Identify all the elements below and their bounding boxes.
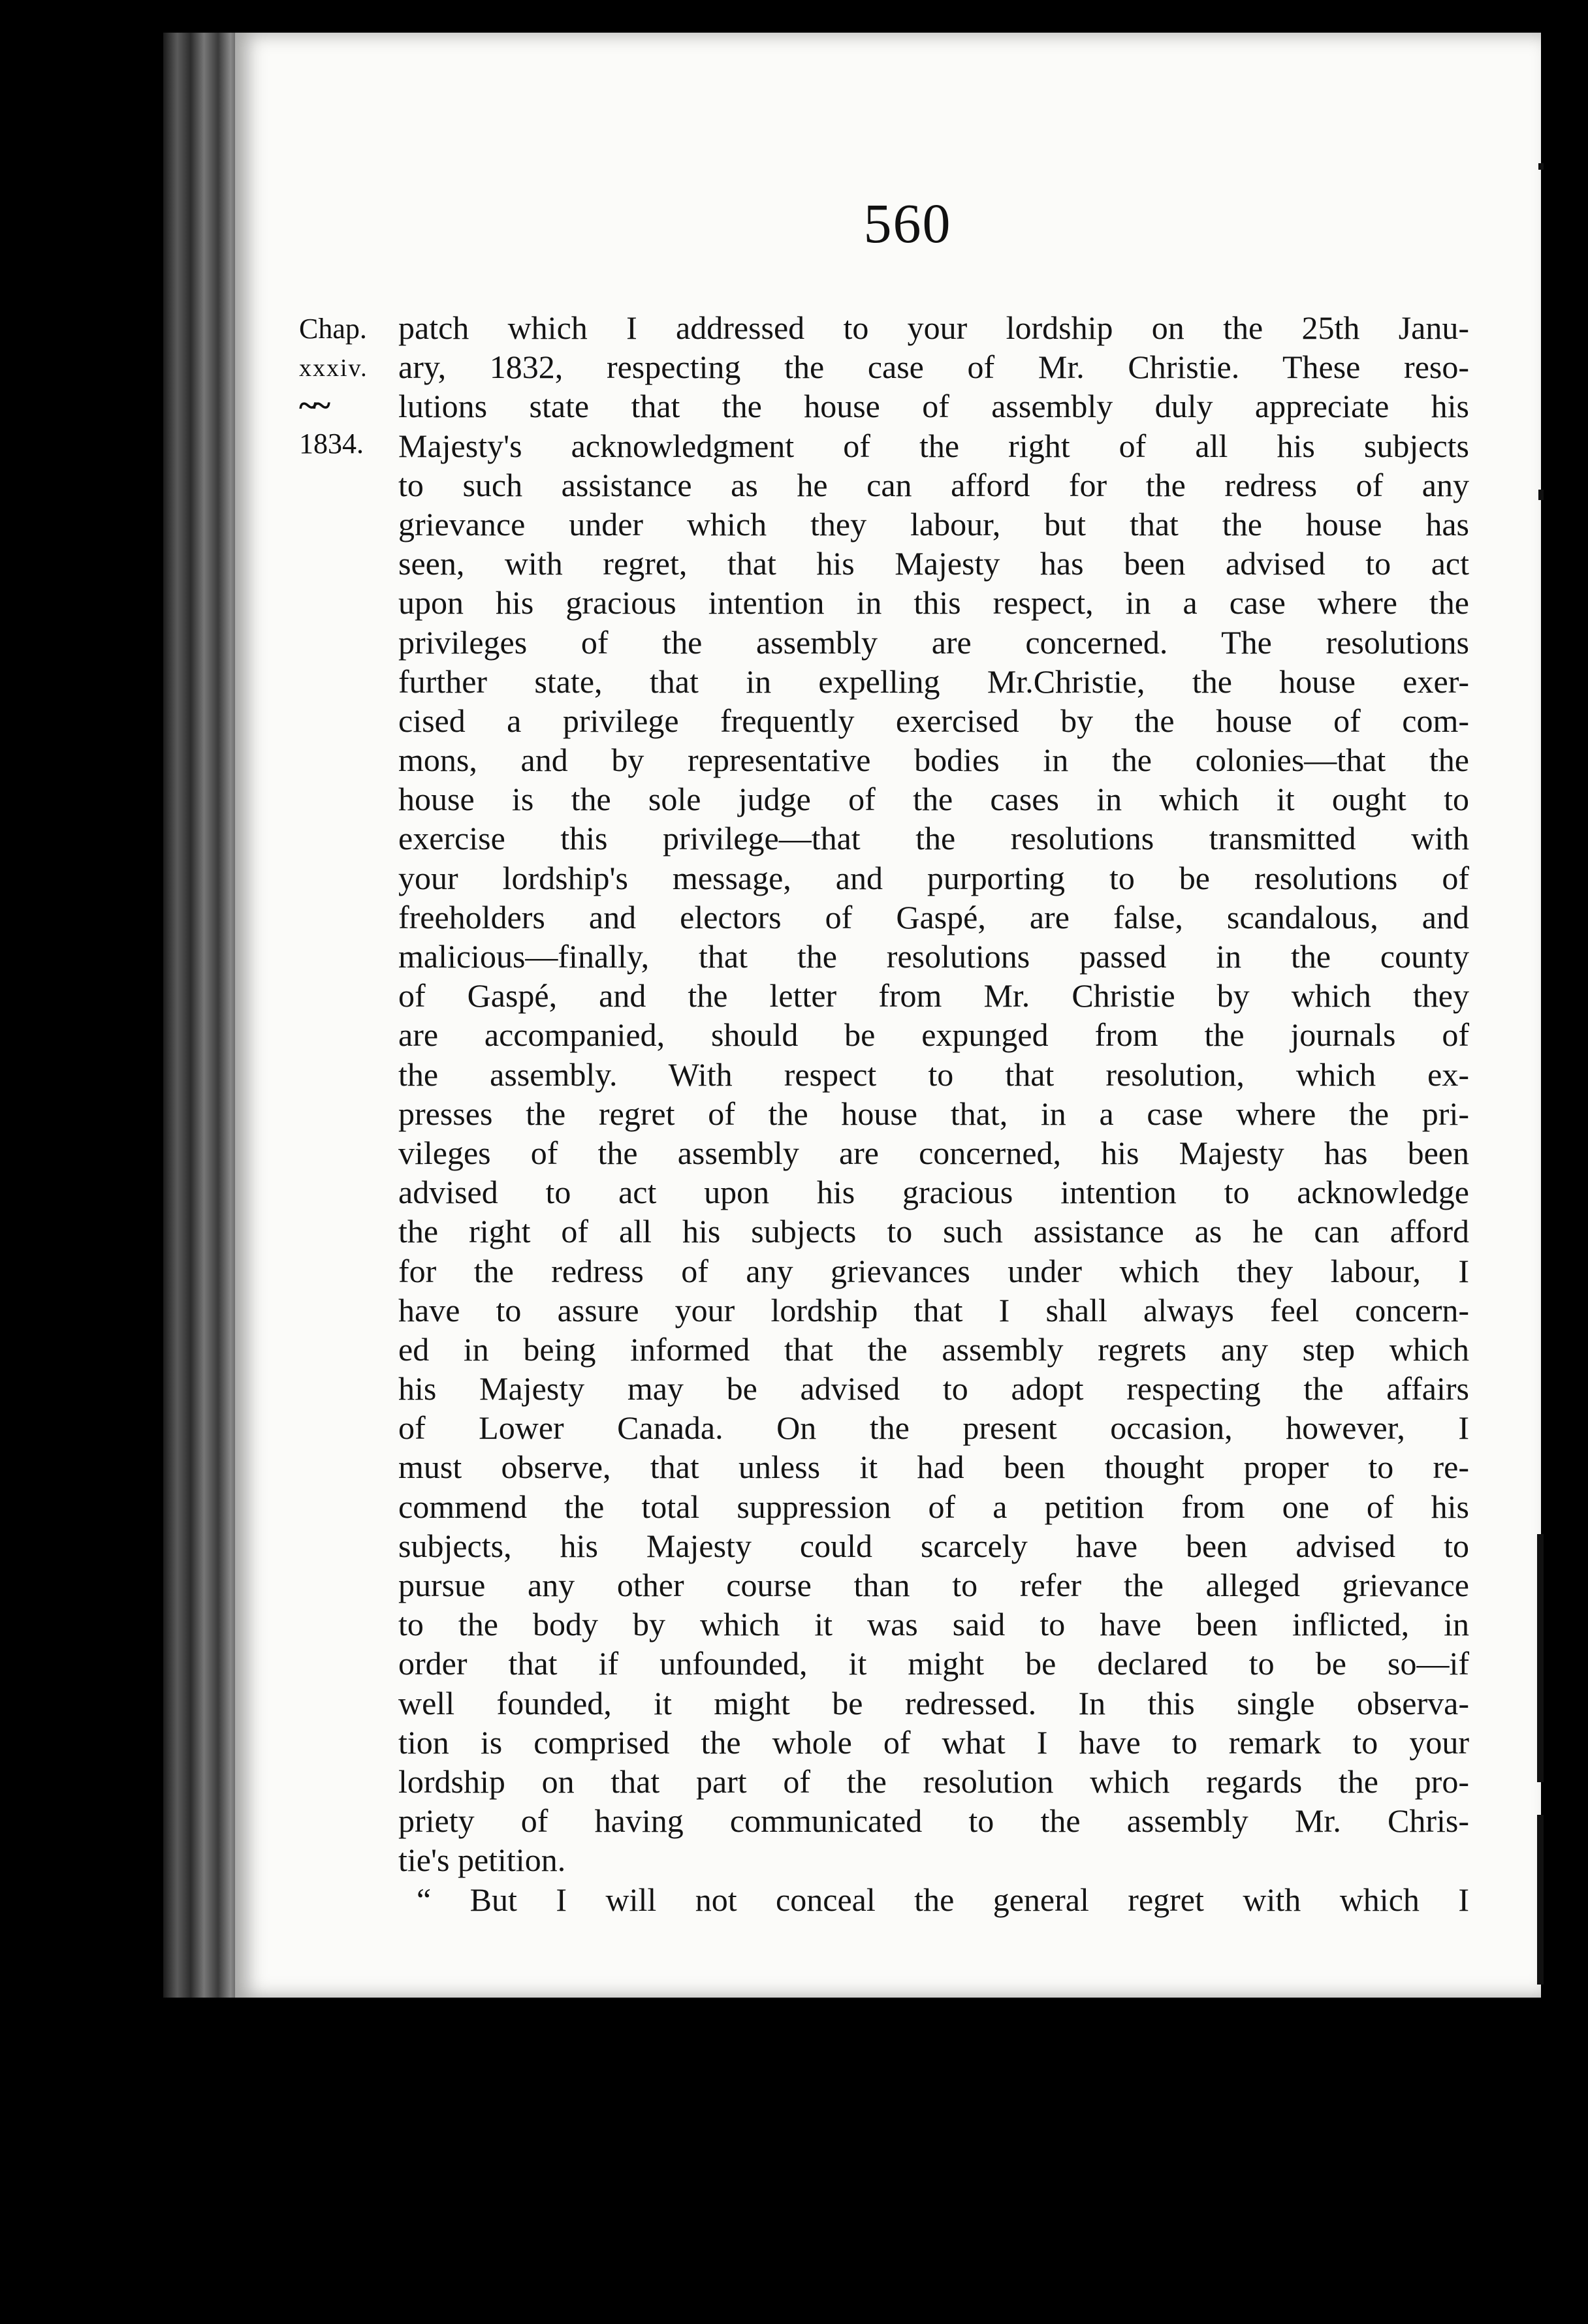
margin-year: 1834. <box>299 428 364 460</box>
margin-ornament: ~~ <box>299 387 327 424</box>
text-line: lutions state that the house of assembly duly appreciate his <box>398 388 1469 425</box>
text-line: for the redress of any grievances under which they labour, I <box>398 1252 1469 1289</box>
text-line: of Gaspé, and the letter from Mr. Christie by which they <box>398 977 1469 1014</box>
text-line: tie's petition. <box>398 1842 566 1879</box>
text-line: Majesty's acknowledgment of the right of all his subjects <box>398 427 1469 464</box>
text-line: pursue any other course than to refer the alleged grievance <box>398 1567 1469 1603</box>
text-line: cised a privilege frequently exercised by the house of com- <box>398 702 1469 739</box>
text-line: tion is comprised the whole of what I have to remark to your <box>398 1723 1469 1761</box>
edge-mark <box>1537 1815 1544 1985</box>
margin-note <box>299 309 404 463</box>
text-line: patch which I addressed to your lordship on the 25th Janu- <box>398 309 1469 346</box>
text-line: grievance under which they labour, but that the house has <box>398 505 1469 542</box>
text-line: have to assure your lordship that I shall always feel concern- <box>398 1291 1469 1328</box>
book-spine <box>163 33 242 1998</box>
text-line: must observe, that unless it had been thought proper to re- <box>398 1449 1469 1486</box>
text-line: mons, and by representative bodies in the colonies—that the <box>398 742 1469 779</box>
text-line: the right of all his subjects to such assistance as he can afford <box>398 1213 1469 1250</box>
text-line: subjects, his Majesty could scarcely have been advised to <box>398 1527 1469 1564</box>
text-line: vileges of the assembly are concerned, his Majesty has been <box>398 1134 1469 1171</box>
body-text <box>398 308 1469 1919</box>
edge-mark <box>1538 490 1544 500</box>
text-line: to such assistance as he can afford for the redress of any <box>398 466 1469 503</box>
text-line: lordship on that part of the resolution which regards the pro- <box>398 1763 1469 1800</box>
text-line: of Lower Canada. On the present occasion, however, I <box>398 1409 1469 1447</box>
text-line: priety of having communicated to the assembly Mr. Chris- <box>398 1802 1469 1840</box>
book-page <box>235 33 1541 1998</box>
edge-mark <box>1538 163 1544 170</box>
text-line: order that if unfounded, it might be declared to be so—if <box>398 1645 1469 1682</box>
text-line: well founded, it might be redressed. In this single observa- <box>398 1684 1469 1721</box>
text-line: your lordship's message, and purporting to be resolutions of <box>398 859 1469 896</box>
page-number: 560 <box>863 192 952 255</box>
text-line: commend the total suppression of a petition from one of his <box>398 1488 1469 1525</box>
text-line: advised to act upon his gracious intention to acknowledge <box>398 1174 1469 1211</box>
edge-mark <box>1537 1534 1544 1782</box>
text-line: exercise this privilege—that the resolutions transmitted with <box>398 820 1469 857</box>
text-line: upon his gracious intention in this respect, in a case where the <box>398 584 1469 621</box>
margin-chapter-numeral: xxxiv. <box>299 354 368 382</box>
text-line: to the body by which it was said to have been inflicted, in <box>398 1606 1469 1643</box>
text-line: malicious—finally, that the resolutions passed in the county <box>398 938 1469 975</box>
margin-chap: Chap. <box>299 313 367 345</box>
text-line: ary, 1832, respecting the case of Mr. Christie. These reso- <box>398 349 1469 386</box>
text-line: “ But I will not conceal the general regret with which I <box>417 1881 1469 1918</box>
text-line: ed in being informed that the assembly regrets any step which <box>398 1330 1469 1368</box>
text-line: freeholders and electors of Gaspé, are false, scandalous, and <box>398 898 1469 935</box>
text-line: his Majesty may be advised to adopt respecting the affairs <box>398 1370 1469 1407</box>
text-line: house is the sole judge of the cases in which it ought to <box>398 781 1469 818</box>
text-line: presses the regret of the house that, in a case where the pri- <box>398 1095 1469 1132</box>
text-line: the assembly. With respect to that resolution, which ex- <box>398 1056 1469 1093</box>
text-line: are accompanied, should be expunged from the journals of <box>398 1016 1469 1054</box>
text-line: seen, with regret, that his Majesty has been advised to act <box>398 545 1469 582</box>
text-line: privileges of the assembly are concerned. The resolutions <box>398 623 1469 661</box>
text-line: further state, that in expelling Mr.Christie, the house exer- <box>398 663 1469 700</box>
